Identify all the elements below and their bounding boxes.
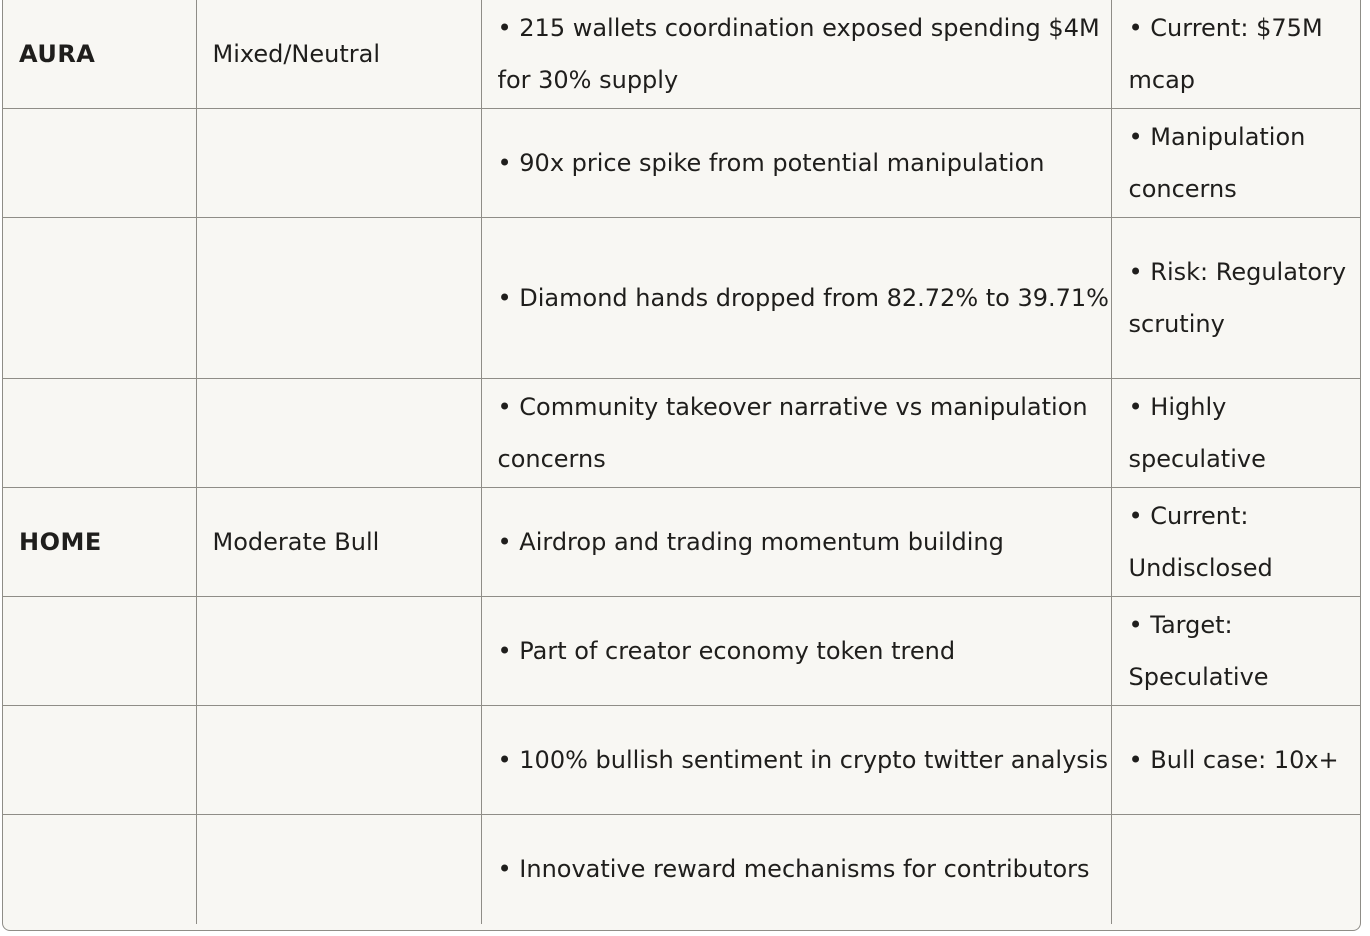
token-cell (3, 706, 196, 815)
table-row (3, 597, 1361, 706)
sentiment-cell (196, 815, 481, 924)
table-row (3, 488, 1361, 597)
table-row (3, 0, 1361, 109)
outlook-cell: • Bull case: 10x+ (1111, 706, 1361, 815)
sentiment-cell (196, 218, 481, 379)
token-cell (3, 597, 196, 706)
table-row (3, 109, 1361, 218)
note-cell: • Part of creator economy token trend (481, 597, 1111, 706)
note-cell: • Innovative reward mechanisms for contributors (481, 815, 1111, 924)
sentiment-cell (196, 597, 481, 706)
token-name: HOME (19, 528, 102, 556)
note-cell: • Community takeover narrative vs manipulation concerns (481, 379, 1111, 488)
note-cell: • 100% bullish sentiment in crypto twitter analysis (481, 706, 1111, 815)
outlook-cell: • Highly speculative (1111, 379, 1361, 488)
outlook-cell: • Target: Speculative (1111, 597, 1361, 706)
sentiment-cell (196, 379, 481, 488)
note-cell: • 215 wallets coordination exposed spending $4M for 30% supply (481, 0, 1111, 109)
note-cell: • 90x price spike from potential manipulation (481, 109, 1111, 218)
table-row (3, 815, 1361, 924)
sentiment-cell: Moderate Bull (196, 488, 481, 597)
token-analysis-table (3, 0, 1361, 924)
outlook-cell: • Current: Undisclosed (1111, 488, 1361, 597)
token-cell (3, 379, 196, 488)
token-cell (3, 0, 196, 109)
outlook-cell: • Manipulation concerns (1111, 109, 1361, 218)
sentiment-cell: Mixed/Neutral (196, 0, 481, 109)
table-row (3, 379, 1361, 488)
token-analysis-table-container (2, 0, 1361, 931)
token-cell (3, 488, 196, 597)
outlook-cell (1111, 815, 1361, 924)
outlook-cell: • Risk: Regulatory scrutiny (1111, 218, 1361, 379)
token-name: AURA (19, 39, 96, 68)
table-row (3, 706, 1361, 815)
token-cell (3, 815, 196, 924)
note-cell: • Diamond hands dropped from 82.72% to 39.71% (481, 218, 1111, 379)
sentiment-cell (196, 706, 481, 815)
token-cell (3, 109, 196, 218)
note-cell: • Airdrop and trading momentum building (481, 488, 1111, 597)
sentiment-cell (196, 109, 481, 218)
table-row (3, 218, 1361, 379)
outlook-cell: • Current: $75M mcap (1111, 0, 1361, 109)
token-cell (3, 218, 196, 379)
